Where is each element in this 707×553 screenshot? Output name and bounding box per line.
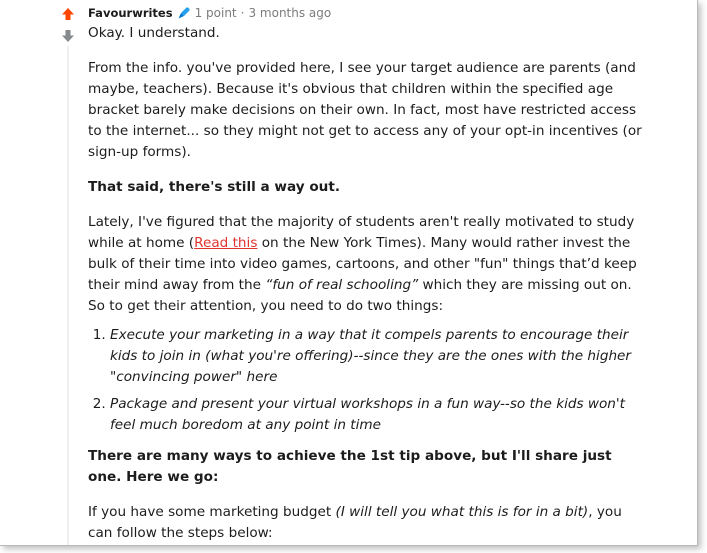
comment-author[interactable]: Favourwrites xyxy=(88,6,173,20)
vote-column xyxy=(58,4,78,46)
meta-separator: · xyxy=(240,6,245,20)
comment-meta xyxy=(88,5,331,21)
tips-list xyxy=(88,325,644,436)
italic-span: “fun of real schooling” xyxy=(265,277,419,293)
text-span: Lately, I've figured that the majority of students aren't really motivated to study while at home ( xyxy=(88,214,635,251)
comment-body xyxy=(88,23,644,544)
list-item: 2. Package and present your virtual workshops in a fun way--so the kids won't feel much boredom at any point in time xyxy=(110,394,644,436)
text-span: on the New York Times). Many would rather invest the bulk of their time into video games, cartoons, and other "fun" things that’d keep their mind away from the xyxy=(88,235,637,293)
paragraph-students xyxy=(88,212,644,317)
italic-span: (I will tell you what this is for in a bit) xyxy=(335,504,589,520)
text-span: If you have some marketing budget xyxy=(88,504,336,520)
paragraph-audience: From the info. you've provided here, I see your target audience are parents (and maybe, teachers). Because it's obvious that children within the specified age bracket barely make decisions on their own. In fact, most have restricted access to the internet... so they might not get to access any of your opt-in incentives (or sign-up forms). xyxy=(88,60,642,160)
comment-points: 1 point xyxy=(194,6,237,20)
microphone-icon xyxy=(177,6,191,20)
paragraph-budget xyxy=(88,502,644,544)
comment-opening: Okay. I understand. xyxy=(88,25,220,41)
thread-line[interactable] xyxy=(67,46,69,546)
upvote-arrow-icon[interactable] xyxy=(58,4,78,24)
downvote-arrow-icon[interactable] xyxy=(58,26,78,46)
paragraph-many-ways: There are many ways to achieve the 1st tip above, but I'll share just one. Here we go: xyxy=(88,448,612,485)
text-span: which they are missing out on. So to get their attention, you need to do two things: xyxy=(88,277,632,314)
list-item: 1. Execute your marketing in a way that it compels parents to encourage their kids to join in (what you're offering)--since they are the ones with the higher "convincing power" here xyxy=(110,325,644,388)
text-span: , you can follow the steps below: xyxy=(88,504,622,541)
comment-timestamp[interactable]: 3 months ago xyxy=(248,6,332,20)
read-this-link[interactable]: Read this xyxy=(194,235,258,251)
paragraph-way-out: That said, there's still a way out. xyxy=(88,179,341,195)
